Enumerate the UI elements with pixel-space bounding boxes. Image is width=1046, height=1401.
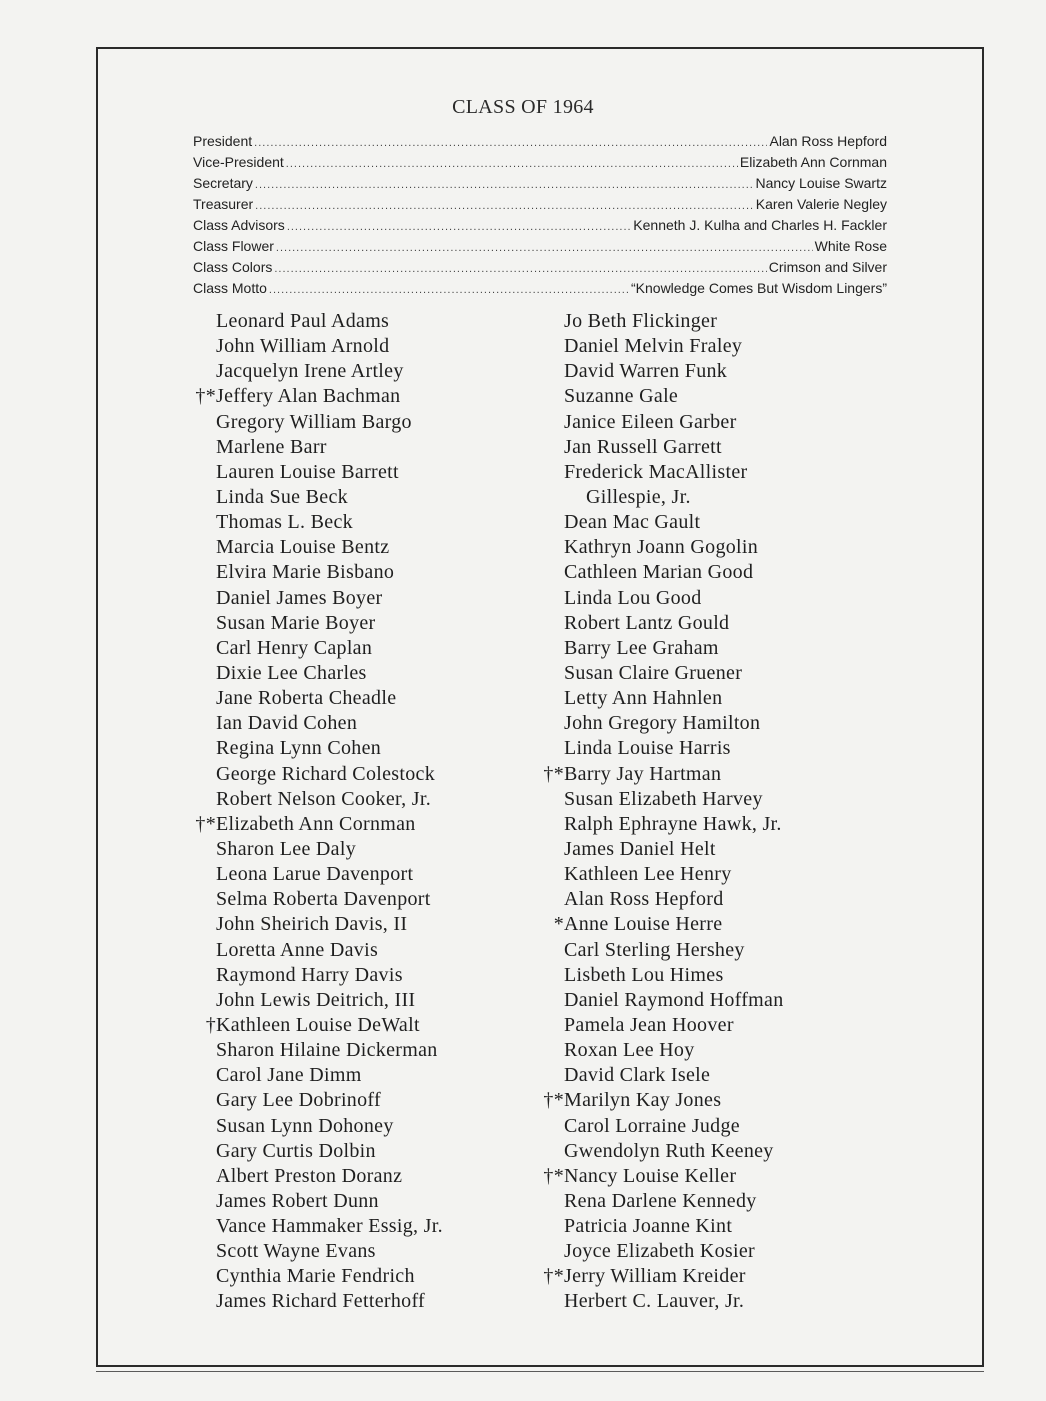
member-name <box>564 384 784 409</box>
member-name <box>564 611 784 636</box>
member-name-text: Barry Lee Graham <box>564 636 719 659</box>
member-name <box>564 887 784 912</box>
honor-mark: †* <box>543 1265 564 1288</box>
member-name-text: Susan Elizabeth Harvey <box>564 787 763 810</box>
officer-row-treasurer <box>193 194 887 215</box>
member-name-text: David Clark Isele <box>564 1064 711 1087</box>
member-name-text: Robert Nelson Cooker, Jr. <box>216 787 432 810</box>
member-name-text: Jan Russell Garrett <box>564 435 722 458</box>
member-name <box>216 611 443 636</box>
member-name-text: Gillespie, Jr. <box>586 485 691 508</box>
leader-dots <box>286 154 738 175</box>
member-name <box>564 862 784 887</box>
member-name-text: Carl Henry Caplan <box>216 636 373 659</box>
member-name-text: Daniel Raymond Hoffman <box>564 988 784 1011</box>
member-name <box>564 636 784 661</box>
member-name-text: Thomas L. Beck <box>216 511 353 534</box>
officer-row-secretary <box>193 173 887 194</box>
officer-label: Treasurer <box>193 196 254 212</box>
member-name-text: Selma Roberta Davenport <box>216 888 431 911</box>
officer-value: Alan Ross Hepford <box>769 133 887 149</box>
member-name-text: Loretta Anne Davis <box>216 938 379 961</box>
member-name-text: Susan Marie Boyer <box>216 611 376 634</box>
member-name <box>216 1114 443 1139</box>
member-name <box>216 359 443 384</box>
member-name <box>564 1114 784 1139</box>
officer-value: Nancy Louise Swartz <box>755 175 887 191</box>
member-name-text: Daniel James Boyer <box>216 586 383 609</box>
member-name <box>564 1289 784 1314</box>
member-name-text: Letty Ann Hahnlen <box>564 687 723 710</box>
member-name-text: Linda Lou Good <box>564 586 702 609</box>
member-name <box>564 435 784 460</box>
member-name <box>564 359 784 384</box>
member-name-text: Marlene Barr <box>216 435 327 458</box>
officer-value: Karen Valerie Negley <box>755 196 887 212</box>
member-name-text: Lauren Louise Barrett <box>216 460 399 483</box>
member-name <box>564 1139 784 1164</box>
member-name <box>216 837 443 862</box>
member-name <box>564 535 784 560</box>
member-list-left <box>195 309 443 1315</box>
member-name <box>216 1088 443 1113</box>
member-name-text: Robert Lantz Gould <box>564 611 730 634</box>
member-name <box>216 485 443 510</box>
member-list-right <box>543 309 784 1315</box>
member-name-text: Carl Sterling Hershey <box>564 938 745 961</box>
member-name <box>564 1239 784 1264</box>
member-name-text: Daniel Melvin Fraley <box>564 335 743 358</box>
member-name <box>216 963 443 988</box>
member-name-text: Marcia Louise Bentz <box>216 536 390 559</box>
honor-mark: †* <box>543 762 564 785</box>
member-name <box>216 912 443 937</box>
member-name <box>216 1214 443 1239</box>
member-name-text: Gary Lee Dobrinoff <box>216 1089 381 1112</box>
member-name-text: Frederick MacAllister <box>564 460 748 483</box>
member-name-text: Anne Louise Herre <box>564 913 723 936</box>
member-name-text: Leona Larue Davenport <box>216 863 414 886</box>
officer-row-class-flower <box>193 236 887 257</box>
member-name <box>216 435 443 460</box>
officer-value: Kenneth J. Kulha and Charles H. Fackler <box>633 217 887 233</box>
officers-list <box>193 131 887 299</box>
member-name <box>216 988 443 1013</box>
member-name <box>564 661 784 686</box>
member-name-text: Dean Mac Gault <box>564 511 701 534</box>
member-name-text: James Robert Dunn <box>216 1189 379 1212</box>
member-name-text: Vance Hammaker Essig, Jr. <box>216 1215 443 1238</box>
member-name <box>216 334 443 359</box>
member-name <box>564 988 784 1013</box>
member-name-text: Carol Jane Dimm <box>216 1064 362 1087</box>
member-name-text: Janice Eileen Garber <box>564 410 737 433</box>
member-name-text: Elizabeth Ann Cornman <box>216 812 416 835</box>
member-name-text: Albert Preston Doranz <box>216 1164 403 1187</box>
member-name <box>216 1239 443 1264</box>
member-name <box>564 837 784 862</box>
officer-value: White Rose <box>814 238 887 254</box>
bottom-rule <box>96 1371 984 1372</box>
officer-value: Elizabeth Ann Cornman <box>739 154 887 170</box>
officer-row-president <box>193 131 887 152</box>
member-name <box>205 1013 443 1038</box>
member-name-text: Sharon Lee Daly <box>216 837 357 860</box>
officer-row-class-advisors <box>193 215 887 236</box>
member-name <box>216 762 443 787</box>
member-name-text: Sharon Hilaine Dickerman <box>216 1039 438 1062</box>
member-name <box>564 460 784 485</box>
officer-row-vice-president <box>193 152 887 173</box>
member-name <box>216 1164 443 1189</box>
member-name-text: Rena Darlene Kennedy <box>564 1189 757 1212</box>
member-name <box>216 410 443 435</box>
officer-label: Secretary <box>193 175 253 191</box>
member-name-text: Lisbeth Lou Himes <box>564 963 724 986</box>
member-name <box>216 862 443 887</box>
member-name <box>216 510 443 535</box>
officer-value: “Knowledge Comes But Wisdom Lingers” <box>631 280 887 296</box>
member-name <box>564 485 784 510</box>
member-name <box>216 686 443 711</box>
member-name <box>564 711 784 736</box>
member-name-text: Kathleen Lee Henry <box>564 863 732 886</box>
member-name <box>564 1013 784 1038</box>
member-name <box>216 586 443 611</box>
member-name <box>216 1038 443 1063</box>
member-name-text: Cynthia Marie Fendrich <box>216 1265 415 1288</box>
member-name-text: Jo Beth Flickinger <box>564 310 718 332</box>
member-name-text: Kathryn Joann Gogolin <box>564 536 759 559</box>
member-name-text: Linda Sue Beck <box>216 485 348 508</box>
member-name-text: Carol Lorraine Judge <box>564 1114 740 1137</box>
member-name <box>564 963 784 988</box>
member-name <box>564 1189 784 1214</box>
member-name <box>216 938 443 963</box>
member-name <box>564 1038 784 1063</box>
member-name-text: Jane Roberta Cheadle <box>216 687 397 710</box>
member-name-text: David Warren Funk <box>564 360 728 383</box>
officer-value: Crimson and Silver <box>768 259 887 275</box>
member-name <box>564 787 784 812</box>
member-name <box>216 1063 443 1088</box>
member-name-text: Gwendolyn Ruth Keeney <box>564 1139 774 1162</box>
leader-dots <box>276 238 813 259</box>
member-name <box>564 334 784 359</box>
member-name-text: Herbert C. Lauver, Jr. <box>564 1290 745 1313</box>
member-name-text: Linda Louise Harris <box>564 737 731 760</box>
honor-mark: † <box>205 1013 216 1036</box>
member-name <box>543 1088 784 1113</box>
member-name-text: Elvira Marie Bisbano <box>216 561 395 584</box>
member-name <box>216 309 443 334</box>
member-name-text: Dixie Lee Charles <box>216 661 367 684</box>
leader-dots <box>254 133 767 154</box>
member-name <box>195 812 443 837</box>
member-name <box>216 736 443 761</box>
member-name-text: Roxan Lee Hoy <box>564 1039 695 1062</box>
member-name-text: Joyce Elizabeth Kosier <box>564 1240 755 1263</box>
member-name <box>564 309 784 334</box>
officer-label: Class Motto <box>193 280 267 296</box>
member-name-text: John William Arnold <box>216 335 390 358</box>
member-name-text: Raymond Harry Davis <box>216 963 403 986</box>
page-title: CLASS OF 1964 <box>452 96 594 118</box>
member-name <box>195 384 443 409</box>
member-name <box>216 1289 443 1314</box>
member-name-text: Gary Curtis Dolbin <box>216 1139 376 1162</box>
member-name <box>216 787 443 812</box>
member-name <box>564 510 784 535</box>
member-name-text: Alan Ross Hepford <box>564 888 724 911</box>
officer-label: Class Flower <box>193 238 274 254</box>
member-name-text: George Richard Colestock <box>216 762 435 785</box>
member-name <box>564 812 784 837</box>
leader-dots <box>269 280 629 301</box>
member-name-text: Patricia Joanne Kint <box>564 1215 733 1238</box>
honor-mark: †* <box>543 1089 564 1112</box>
member-name-text: John Gregory Hamilton <box>564 712 761 735</box>
member-name <box>564 586 784 611</box>
member-name <box>216 1139 443 1164</box>
member-name-text: Leonard Paul Adams <box>216 310 390 332</box>
honor-mark: †* <box>543 1164 564 1187</box>
honor-mark: †* <box>195 812 216 835</box>
member-name-text: John Sheirich Davis, II <box>216 913 408 936</box>
member-name-text: James Daniel Helt <box>564 837 716 860</box>
member-name-text: Ian David Cohen <box>216 712 358 735</box>
member-name-text: Cathleen Marian Good <box>564 561 754 584</box>
leader-dots <box>255 196 754 217</box>
member-name <box>216 661 443 686</box>
officer-row-class-colors <box>193 257 887 278</box>
member-name-text: Marilyn Kay Jones <box>564 1089 722 1112</box>
member-name <box>564 686 784 711</box>
member-name-text: Pamela Jean Hoover <box>564 1013 734 1036</box>
member-name-text: Susan Claire Gruener <box>564 661 743 684</box>
officer-label: Vice-President <box>193 154 284 170</box>
member-name <box>216 887 443 912</box>
member-name-text: Suzanne Gale <box>564 385 679 408</box>
member-name-text: Jacquelyn Irene Artley <box>216 360 404 383</box>
member-name <box>216 560 443 585</box>
member-name-text: Ralph Ephrayne Hawk, Jr. <box>564 812 782 835</box>
member-name <box>216 535 443 560</box>
member-name-text: Kathleen Louise DeWalt <box>216 1013 420 1036</box>
member-name <box>216 460 443 485</box>
member-name <box>216 1189 443 1214</box>
member-name-text: Barry Jay Hartman <box>564 762 722 785</box>
leader-dots <box>255 175 754 196</box>
officer-label: Class Colors <box>193 259 273 275</box>
member-name <box>216 1264 443 1289</box>
honor-mark: †* <box>195 385 216 408</box>
member-name-text: Regina Lynn Cohen <box>216 737 382 760</box>
member-name <box>216 711 443 736</box>
leader-dots <box>274 259 766 280</box>
honor-mark: * <box>553 913 564 936</box>
member-name-text: Scott Wayne Evans <box>216 1240 376 1263</box>
member-name-text: James Richard Fetterhoff <box>216 1290 425 1313</box>
member-name <box>564 1063 784 1088</box>
member-name <box>553 912 784 937</box>
member-name <box>564 736 784 761</box>
member-name <box>564 560 784 585</box>
member-name <box>543 1264 784 1289</box>
member-name-text: Susan Lynn Dohoney <box>216 1114 394 1137</box>
member-name <box>543 1164 784 1189</box>
member-name <box>564 410 784 435</box>
officer-label: President <box>193 133 253 149</box>
member-name <box>564 938 784 963</box>
member-name-text: John Lewis Deitrich, III <box>216 988 416 1011</box>
member-name <box>543 762 784 787</box>
member-name-text: Gregory William Bargo <box>216 410 412 433</box>
officer-row-class-motto <box>193 278 887 299</box>
member-name <box>216 636 443 661</box>
member-name-text: Jeffery Alan Bachman <box>216 385 401 408</box>
leader-dots <box>287 217 631 238</box>
member-name <box>564 1214 784 1239</box>
officer-label: Class Advisors <box>193 217 285 233</box>
member-name-text: Nancy Louise Keller <box>564 1164 737 1187</box>
member-name-text: Jerry William Kreider <box>564 1265 746 1288</box>
